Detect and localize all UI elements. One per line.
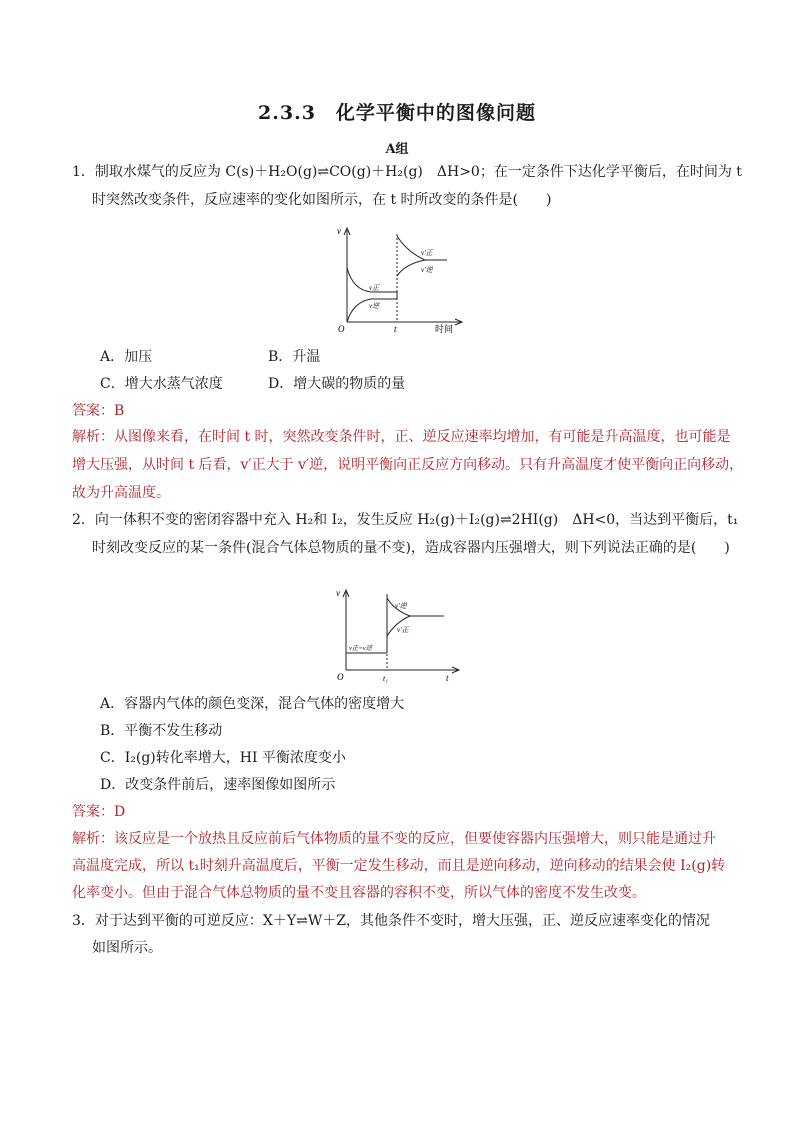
q2-y-axis-label: v [336,588,340,598]
q2-explanation-line2: 高温度完成，所以 t₁时刻升高温度后，平衡一定发生移动，而且是逆向移动，逆向移动的结果会使 I₂(g)转 [72,858,726,874]
q1-explanation-line2: 增大压强，从时间 t 后看，v′正大于 v′逆，说明平衡向正反应方向移动。只有升高温度才使平衡向正向移动， [72,457,744,473]
q2-v-fwd-new-label: v′正 [397,626,409,634]
q1-explanation-line1: 解析：从图像来看，在时间 t 时，突然改变条件时，正、逆反应速率均增加，有可能是升高温度，也可能是 [72,429,731,445]
group-heading: A组 [385,142,409,157]
q2-equal-rate-label: v正=v逆 [349,645,373,652]
q2-answer: 答案：D [72,804,126,820]
q1-explanation-line3: 故为升高温度。 [72,485,170,501]
q1-rate-graph [335,222,465,340]
q1-origin-label: O [338,324,345,334]
q2-option-b: B．平衡不发生移动 [100,723,223,739]
q2-origin-label: O [337,672,344,682]
q1-t-tick-label: t [394,324,397,334]
q2-explanation-line3: 化率变小。但由于混合气体总物质的量不变且容器的容积不变，所以气体的密度不发生改变。 [72,885,646,901]
q1-stem-line2: 时突然改变条件，反应速率的变化如图所示，在 t 时所改变的条件是( ) [92,192,552,208]
q2-rate-graph [334,586,462,686]
q2-explanation-line1: 解析：该反应是一个放热且反应前后气体物质的量不变的反应，但要使容器内压强增大，则只能是通过升 [72,831,716,847]
q1-x-axis-label: 时间 [435,324,454,334]
q1-y-axis-label: v [337,226,341,236]
q1-answer: 答案：B [72,403,125,419]
q2-stem-line2: 时刻改变反应的某一条件(混合气体总物质的量不变)，造成容器内压强增大，则下列说法正确的是( ) [92,540,730,556]
page-title: 2.3.3 化学平衡中的图像问题 [258,102,536,124]
q2-t1-tick-label: t₁ [383,674,389,683]
q2-option-a: A．容器内气体的颜色变深，混合气体的密度增大 [100,696,405,712]
q1-v-rev-label: v逆 [369,302,380,310]
q1-option-d: D．增大碳的物质的量 [268,376,406,392]
q1-option-b: B．升温 [268,349,321,365]
q3-stem-line1: 3．对于达到平衡的可逆反应：X＋Y⇌W＋Z，其他条件不变时，增大压强，正、逆反应速率变化的情况 [72,913,710,929]
q1-v-fwd-new-label: v′正 [421,249,433,257]
q1-v-rev-new-label: v′逆 [421,266,433,274]
q3-stem-line2: 如图所示。 [92,940,162,956]
q1-option-a: A．加压 [100,349,153,365]
q1-stem-line1: 1．制取水煤气的反应为 C(s)＋H₂O(g)⇌CO(g)＋H₂(g) ΔH>0；在一定条件下达化学平衡后，在时间为 t [72,164,742,180]
q1-option-c: C．增大水蒸气浓度 [100,376,223,392]
q2-option-c: C．I₂(g)转化率增大，HI 平衡浓度变小 [100,750,346,766]
q2-v-rev-new-label: v′逆 [395,602,407,610]
q2-stem-line1: 2．向一体积不变的密闭容器中充入 H₂和 I₂，发生反应 H₂(g)＋I₂(g)⇌2HI(g) ΔH<0，当达到平衡后，t₁ [72,512,739,528]
q2-option-d: D．改变条件前后，速率图像如图所示 [100,777,336,793]
q2-x-axis-label: t [446,673,449,683]
q1-v-fwd-label: v正 [369,284,380,292]
